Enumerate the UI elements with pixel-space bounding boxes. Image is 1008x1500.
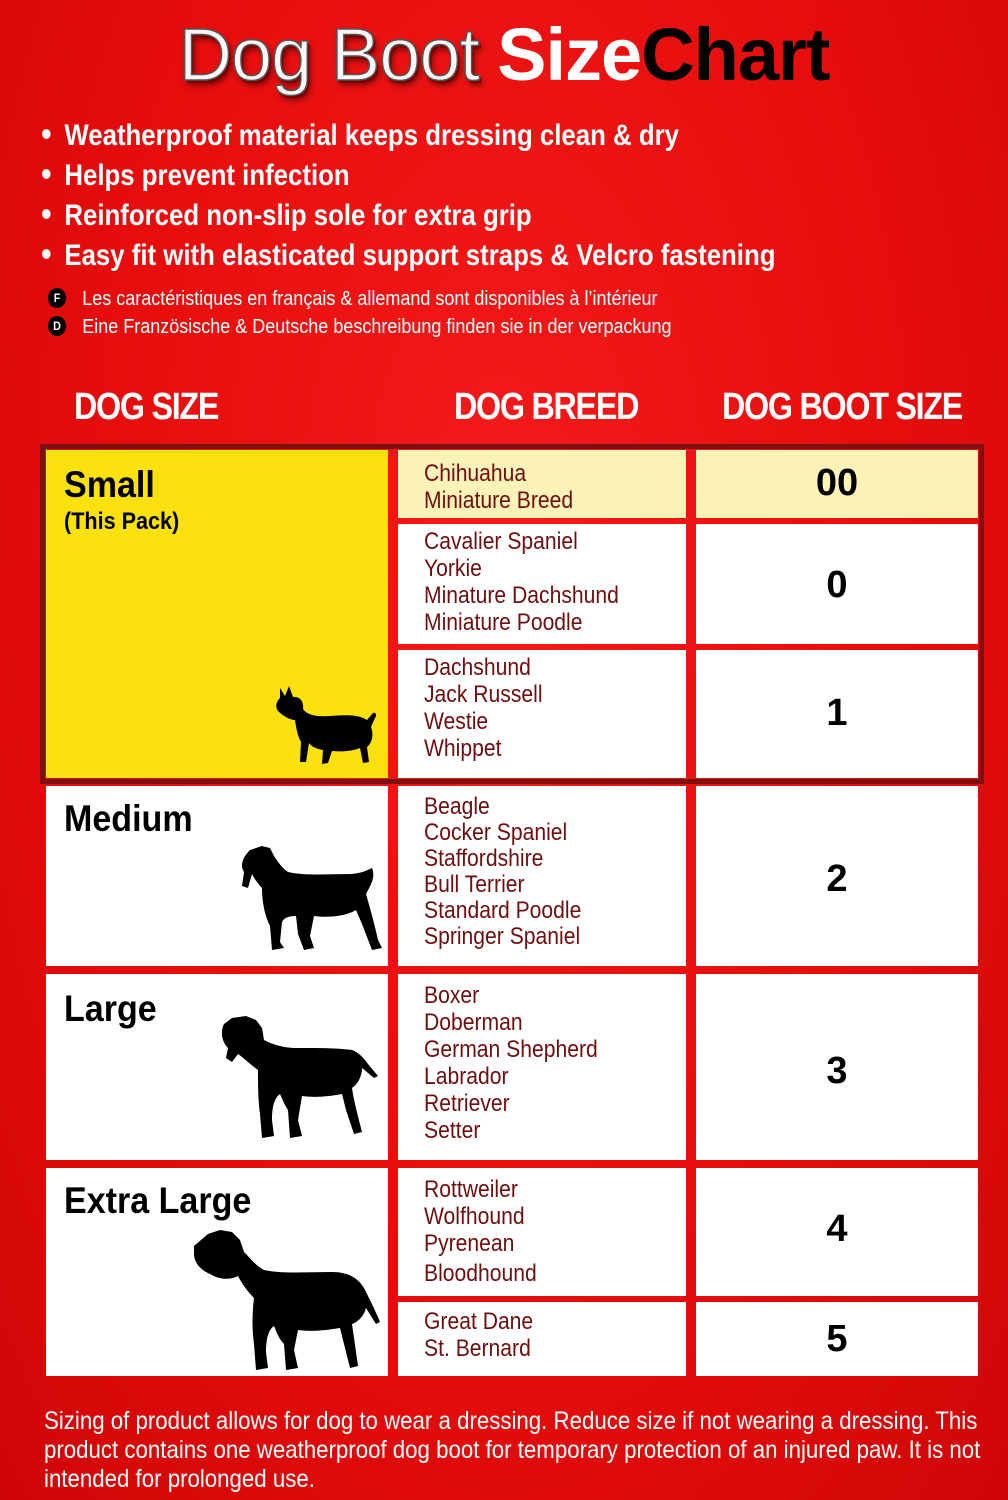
boot-size-value: 0 bbox=[826, 564, 848, 606]
breed-cell-row-4 bbox=[398, 1168, 686, 1296]
footnote-line: Sizing of product allows for dog to wear a dressing. Reduce size if not wearing a dressing. This bbox=[44, 1407, 978, 1435]
size-cell-medium bbox=[46, 786, 388, 966]
boot-size-value: 4 bbox=[826, 1208, 848, 1250]
footnote bbox=[44, 1407, 984, 1494]
boot-size-value: 3 bbox=[826, 1050, 848, 1092]
boot-size-value: 1 bbox=[826, 692, 848, 734]
size-sublabel: (This Pack) bbox=[64, 508, 180, 535]
breed-list bbox=[424, 982, 621, 1144]
feature-item: Easy fit with elasticated support straps & Velcro fastening bbox=[42, 236, 775, 276]
breed-name: Standard Poodle bbox=[424, 897, 582, 924]
breed-name: Cavalier Spaniel bbox=[424, 528, 578, 555]
breed-name: Whippet bbox=[424, 735, 502, 762]
bullet-icon bbox=[42, 129, 51, 139]
breed-name: German Shepherd bbox=[424, 1036, 598, 1063]
page-title bbox=[0, 12, 1008, 98]
size-cell-extra-large bbox=[46, 1168, 388, 1376]
column-header-dog-size: DOG SIZE bbox=[74, 386, 219, 428]
breed-name: Great Dane bbox=[424, 1308, 534, 1335]
boot-size-value: 2 bbox=[826, 858, 848, 900]
this-pack-highlight-frame bbox=[40, 444, 984, 784]
footnote-line: intended for prolonged use. bbox=[44, 1465, 315, 1493]
boot-size-cell bbox=[696, 786, 978, 966]
language-note-french: F Les caractéristiques en français & allemand sont disponibles à l’intérieur bbox=[48, 288, 658, 311]
breed-name: Beagle bbox=[424, 793, 490, 820]
column-header-dog-breed: DOG BREED bbox=[454, 386, 639, 428]
language-badge-icon: D bbox=[48, 316, 66, 336]
size-label: Medium bbox=[64, 798, 193, 839]
language-badge-icon: F bbox=[48, 288, 66, 308]
feature-list bbox=[42, 116, 895, 276]
breed-name: Miniature Breed bbox=[424, 487, 574, 514]
breed-name: Retriever bbox=[424, 1090, 510, 1117]
bullet-icon bbox=[42, 209, 51, 219]
title-part-chart: Chart bbox=[641, 13, 830, 96]
breed-name: Dachshund bbox=[424, 654, 531, 681]
breed-name: Minature Dachshund bbox=[424, 582, 619, 609]
breed-name: Staffordshire bbox=[424, 845, 544, 872]
breed-name: Pyrenean bbox=[424, 1230, 515, 1257]
footnote-line: product contains one weatherproof dog boot for temporary protection of an injured paw. It is not bbox=[44, 1436, 981, 1464]
bullet-icon bbox=[42, 249, 51, 259]
size-label: Large bbox=[64, 988, 157, 1029]
breed-name: Boxer bbox=[424, 982, 480, 1009]
breed-list bbox=[424, 1176, 552, 1287]
breed-name: Miniature Poodle bbox=[424, 609, 583, 636]
size-label: Extra Large bbox=[64, 1180, 252, 1221]
breed-name: Jack Russell bbox=[424, 681, 543, 708]
bullet-icon bbox=[42, 169, 51, 179]
breed-name: St. Bernard bbox=[424, 1335, 531, 1362]
breed-name: Doberman bbox=[424, 1009, 523, 1036]
breed-name: Bloodhound bbox=[424, 1260, 537, 1287]
breed-name: Yorkie bbox=[424, 555, 482, 582]
breed-name: Chihuahua bbox=[424, 460, 527, 487]
breed-name: Labrador bbox=[424, 1063, 509, 1090]
boot-size-cell bbox=[696, 1168, 978, 1296]
column-header-boot-size: DOG BOOT SIZE bbox=[722, 386, 963, 428]
breed-cell-row-5 bbox=[398, 1302, 686, 1376]
spaniel-silhouette-icon bbox=[238, 844, 384, 954]
breed-name: Rottweiler bbox=[424, 1176, 518, 1203]
breed-name: Wolfhound bbox=[424, 1203, 525, 1230]
feature-item: Helps prevent infection bbox=[42, 156, 775, 196]
breed-cell-row-2 bbox=[398, 786, 686, 966]
breed-list bbox=[424, 794, 603, 950]
breed-name: Cocker Spaniel bbox=[424, 819, 568, 846]
breed-name: Setter bbox=[424, 1117, 481, 1144]
boot-size-cell bbox=[696, 1302, 978, 1376]
great-dane-silhouette-icon bbox=[218, 1014, 380, 1144]
breed-name: Westie bbox=[424, 708, 489, 735]
breed-name: Bull Terrier bbox=[424, 871, 525, 898]
boot-size-value: 5 bbox=[826, 1318, 848, 1360]
size-cell-large bbox=[46, 974, 388, 1160]
breed-name: Springer Spaniel bbox=[424, 923, 581, 950]
size-label: Small bbox=[64, 464, 155, 505]
feature-item: Reinforced non-slip sole for extra grip bbox=[42, 196, 775, 236]
doberman-silhouette-icon bbox=[186, 1226, 382, 1372]
breed-list bbox=[424, 1308, 548, 1362]
feature-item: Weatherproof material keeps dressing clean & dry bbox=[42, 116, 775, 156]
title-part-size: Size bbox=[497, 13, 642, 96]
boot-size-value: 00 bbox=[815, 462, 859, 504]
title-part-dog-boot: Dog Boot bbox=[178, 13, 480, 96]
breed-cell-row-3 bbox=[398, 974, 686, 1160]
language-note-german: D Eine Französische & Deutsche beschreibung finden sie in der verpackung bbox=[48, 316, 672, 339]
boot-size-cell bbox=[696, 974, 978, 1160]
